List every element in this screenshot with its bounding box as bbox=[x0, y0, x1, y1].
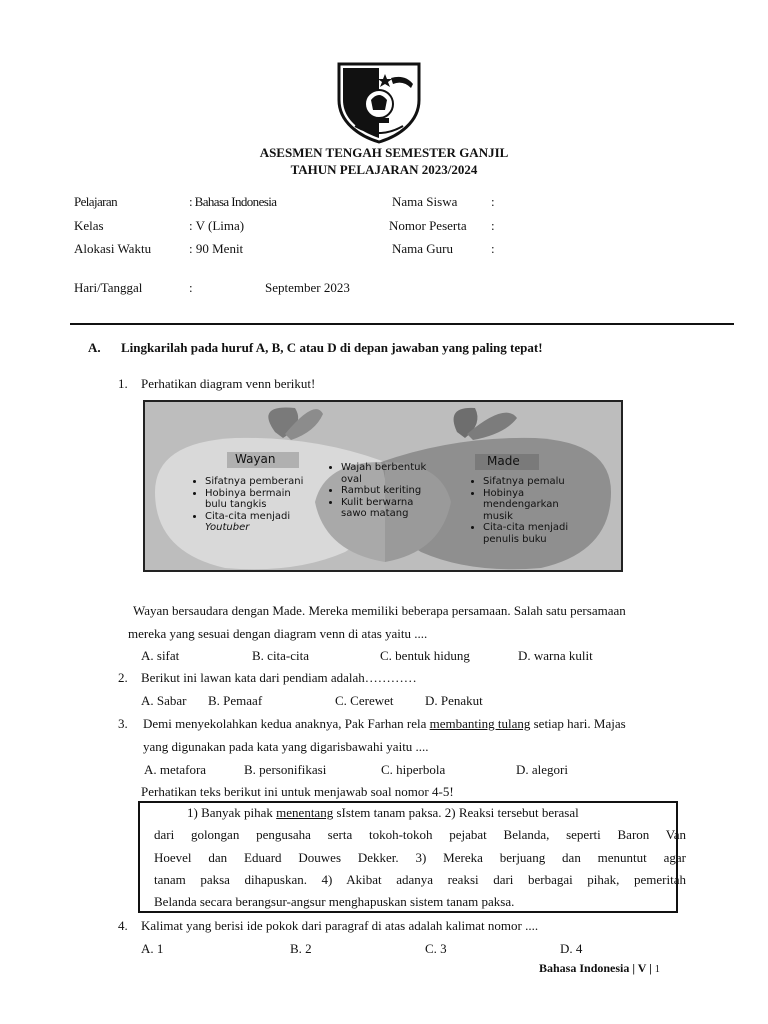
venn-left-item: • Hobinya bermain bulu tangkis bbox=[205, 488, 305, 511]
venn-right-item: • Sifatnya pemalu bbox=[483, 476, 583, 488]
q2-option-d[interactable]: D. Penakut bbox=[425, 693, 483, 708]
section-instruction: Lingkarilah pada huruf A, B, C atau D di depan jawaban yang paling tepat! bbox=[121, 340, 543, 355]
q3-option-a[interactable]: A. metafora bbox=[144, 762, 207, 777]
venn-right-title: Made bbox=[487, 454, 520, 468]
q1-option-b[interactable]: B. cita-cita bbox=[252, 648, 310, 663]
kelas-label: Kelas bbox=[74, 218, 104, 233]
q1-option-d[interactable]: D. warna kulit bbox=[518, 648, 593, 663]
q4-option-d[interactable]: D. 4 bbox=[560, 941, 583, 956]
venn-left-item: • Sifatnya pemberani bbox=[205, 476, 305, 488]
q3-text bbox=[143, 716, 626, 732]
q1-option-c[interactable]: C. bentuk hidung bbox=[380, 648, 470, 663]
footer-page-number: 1 bbox=[654, 964, 660, 975]
nama-siswa-colon: : bbox=[491, 194, 495, 209]
venn-diagram bbox=[143, 400, 623, 572]
q3-option-c[interactable]: C. hiperbola bbox=[381, 762, 446, 777]
venn-middle-item: • Wajah berbentuk oval bbox=[341, 462, 433, 485]
document-subtitle: TAHUN PELAJARAN 2023/2024 bbox=[290, 162, 478, 177]
kelas-value: : V (Lima) bbox=[189, 218, 245, 233]
q3-text-pre: Demi menyekolahkan kedua anaknya, Pak Farhan rela bbox=[143, 716, 430, 731]
intro-q4-5: Perhatikan teks berikut ini untuk menjawab soal nomor 4-5! bbox=[141, 784, 454, 799]
venn-left-item: • Cita-cita menjadi bbox=[205, 511, 305, 523]
q1-text: Perhatikan diagram venn berikut! bbox=[141, 376, 316, 391]
passage-line4: tanam paksa dihapuskan. 4) Akibat adanya reaksi dari berbagai pihak, pemeritah bbox=[154, 872, 686, 887]
q1-option-a[interactable]: A. sifat bbox=[141, 648, 180, 663]
nomor-peserta-label: Nomor Peserta bbox=[389, 218, 467, 233]
school-emblem-logo bbox=[333, 60, 425, 144]
q3-underlined-phrase: membanting tulang bbox=[429, 716, 531, 731]
pelajaran-value: : Bahasa Indonesia bbox=[189, 194, 277, 209]
nama-guru-colon: : bbox=[491, 241, 495, 256]
q2-option-c[interactable]: C. Cerewet bbox=[335, 693, 394, 708]
section-letter: A. bbox=[88, 340, 101, 355]
q4-number: 4. bbox=[118, 918, 128, 933]
venn-left-italic: Youtuber bbox=[205, 522, 250, 533]
passage-line1 bbox=[187, 802, 686, 825]
q3-text-line2: yang digunakan pada kata yang digarisbawahi yaitu .... bbox=[143, 739, 429, 754]
q2-option-b[interactable]: B. Pemaaf bbox=[208, 693, 263, 708]
q4-text: Kalimat yang berisi ide pokok dari paragraf di atas adalah kalimat nomor .... bbox=[141, 918, 539, 933]
passage-line1-post: sIstem tanam paksa. 2) Reaksi tersebut berasal bbox=[333, 805, 579, 820]
page-footer bbox=[539, 961, 660, 976]
q3-number: 3. bbox=[118, 716, 128, 731]
venn-right-item: • Cita-cita menjadi penulis buku bbox=[483, 522, 583, 545]
venn-left-list bbox=[193, 476, 305, 534]
q2-number: 2. bbox=[118, 670, 128, 685]
document-title: ASESMEN TENGAH SEMESTER GANJIL bbox=[259, 145, 509, 160]
passage-line5: Belanda secara berangsur-angsur menghapuskan sistem tanam paksa. bbox=[154, 894, 515, 909]
q4-option-a[interactable]: A. 1 bbox=[141, 941, 164, 956]
q3-option-b[interactable]: B. personifikasi bbox=[244, 762, 327, 777]
q1-number: 1. bbox=[118, 376, 128, 391]
passage-underlined-word: menentang bbox=[276, 805, 334, 820]
q3-text-post: setiap hari. Majas bbox=[530, 716, 626, 731]
alokasi-value: : 90 Menit bbox=[189, 241, 244, 256]
q4-option-b[interactable]: B. 2 bbox=[290, 941, 312, 956]
hari-colon: : bbox=[189, 280, 193, 295]
pelajaran-label: Pelajaran bbox=[74, 194, 117, 209]
venn-left-title: Wayan bbox=[235, 452, 276, 466]
nama-guru-label: Nama Guru bbox=[392, 241, 454, 256]
q1-paragraph-line2: mereka yang sesuai dengan diagram venn di atas yaitu .... bbox=[128, 626, 428, 641]
venn-middle-list bbox=[329, 462, 433, 520]
hari-label: Hari/Tanggal bbox=[74, 280, 143, 295]
passage-line1-pre: 1) Banyak pihak bbox=[187, 805, 277, 820]
passage-line2: dari golongan pengusaha serta tokoh-tokoh pejabat Belanda, seperti Baron Van bbox=[154, 827, 686, 842]
alokasi-label: Alokasi Waktu bbox=[74, 241, 152, 256]
hari-value: September 2023 bbox=[265, 280, 350, 295]
q2-option-a[interactable]: A. Sabar bbox=[141, 693, 187, 708]
nama-siswa-label: Nama Siswa bbox=[392, 194, 458, 209]
venn-right-item: • Hobinya mendengarkan musik bbox=[483, 488, 583, 523]
passage-line3: Hoevel dan Eduard Douwes Dekker. 3) Mereka berjuang dan menuntut agar bbox=[154, 850, 686, 865]
q3-option-d[interactable]: D. alegori bbox=[516, 762, 568, 777]
venn-right-list bbox=[471, 476, 583, 545]
q4-option-c[interactable]: C. 3 bbox=[425, 941, 447, 956]
q1-paragraph-line1: Wayan bersaudara dengan Made. Mereka memiliki beberapa persamaan. Salah satu persamaan bbox=[133, 603, 626, 618]
venn-middle-item: • Rambut keriting bbox=[341, 485, 433, 497]
venn-middle-item: • Kulit berwarna sawo matang bbox=[341, 497, 433, 520]
nomor-peserta-colon: : bbox=[491, 218, 495, 233]
footer-text: Bahasa Indonesia | V | bbox=[539, 961, 652, 975]
header-divider bbox=[70, 323, 734, 325]
q2-text: Berikut ini lawan kata dari pendiam adalah………… bbox=[141, 670, 417, 685]
